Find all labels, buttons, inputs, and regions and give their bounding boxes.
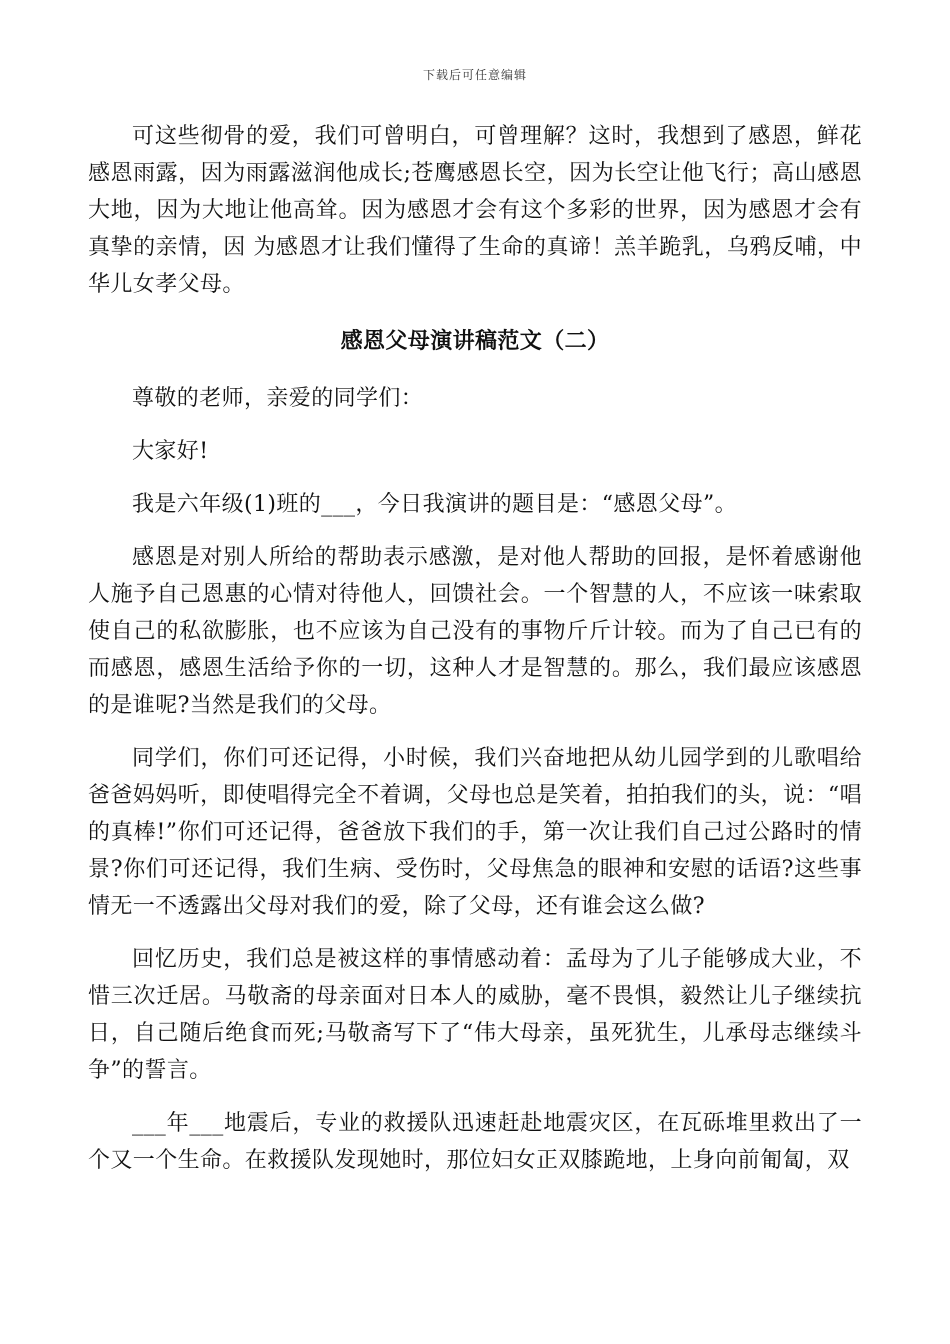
self-introduction: 我是六年级(1)班的___，今日我演讲的题目是：“感恩父母”。	[132, 492, 738, 517]
paragraph-earthquake: ___年___地震后，专业的救援队迅速赶赴地震灾区，在瓦砾堆里救出了一个又一个生命。在救援队发现她时，那位妇女正双膝跪地，上身向前匍匐，双	[88, 1111, 862, 1173]
paragraph-history: 回忆历史，我们总是被这样的事情感动着：孟母为了儿子能够成大业，不惜三次迁居。马敬斋的母亲面对日本人的威胁，毫不畏惧，毅然让儿子继续抗日，自己随后绝食而死;马敬斋写下了“伟大母亲，虽死犹生，儿承母志继续斗争”的誓言。	[88, 947, 862, 1083]
page-header: 下载后可任意编辑	[422, 68, 527, 82]
salutation: 尊敬的老师，亲爱的同学们：	[132, 386, 424, 411]
paragraph-childhood-memories: 同学们，你们可还记得，小时候，我们兴奋地把从幼儿园学到的儿歌唱给爸爸妈妈听，即使唱得完全不着调，父母也总是笑着，拍拍我们的头，说：“唱的真棒!”你们可还记得，爸爸放下我们的手，第一次让我们自己过公路时的情景?你们可还记得，我们生病、受伤时，父母焦急的眼神和安慰的话语?这些事情无一不透露出父母对我们的爱，除了父母，还有谁会这么做?	[88, 746, 862, 919]
greeting: 大家好!	[132, 439, 209, 464]
document-body	[88, 118, 862, 1179]
section-heading: 感恩父母演讲稿范文（二）	[340, 328, 610, 354]
paragraph-gratitude-definition: 感恩是对别人所给的帮助表示感激，是对他人帮助的回报，是怀着感谢他人施予自己恩惠的心情对待他人，回馈社会。一个智慧的人，不应该一味索取使自己的私欲膨胀，也不应该为自己没有的事物斤斤计较。而为了自己已有的而感恩，感恩生活给予你的一切，这种人才是智慧的。那么，我们最应该感恩的是谁呢?当然是我们的父母。	[88, 545, 862, 718]
paragraph-intro: 可这些彻骨的爱，我们可曾明白，可曾理解？这时，我想到了感恩，鲜花感恩雨露，因为雨露滋润他成长;苍鹰感恩长空，因为长空让他飞行；高山感恩大地，因为大地让他高耸。因为感恩才会有这个多彩的世界，因为感恩才会有真挚的亲情，因 为感恩才让我们懂得了生命的真谛！羔羊跪乳，乌鸦反哺，中华儿女孝父母。	[88, 124, 862, 297]
